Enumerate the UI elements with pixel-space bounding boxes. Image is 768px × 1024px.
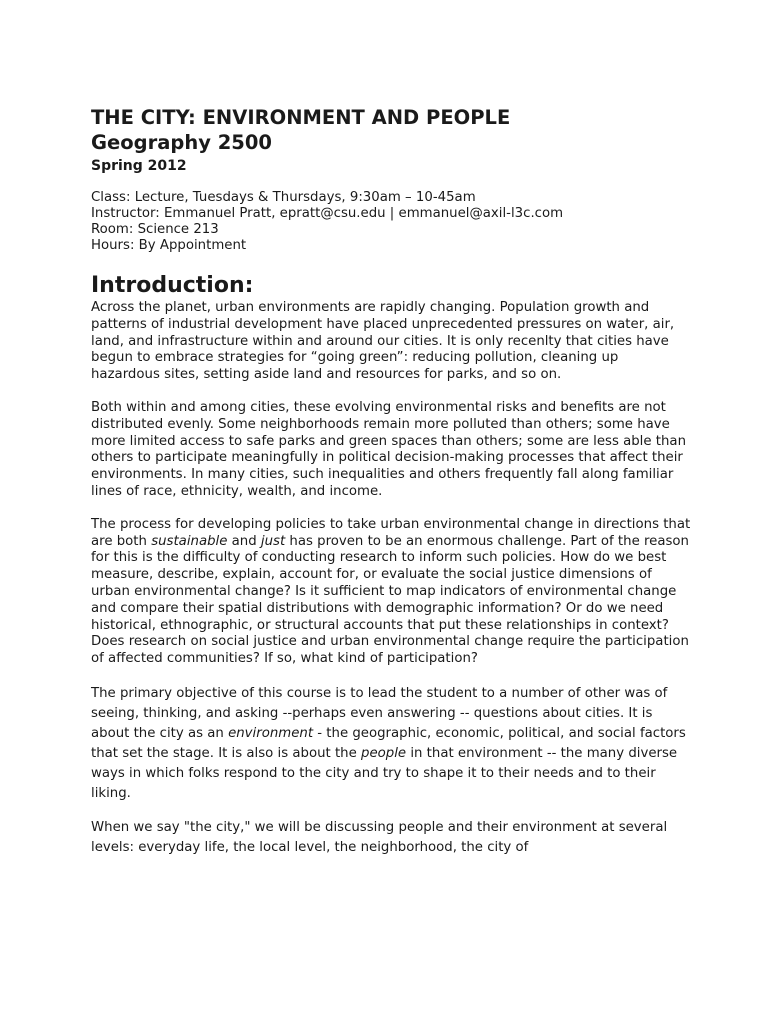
text-run: and	[227, 533, 261, 549]
syllabus-page	[91, 106, 691, 872]
intro-paragraph-1: Across the planet, urban environments are rapidly changing. Population growth and patterns of industrial development have placed unprecedented pressures on water, air, land, and infrastructure within and around our cities. It is only recenlty that cities have begun to embrace strategies for “going green”: reducing pollution, cleaning up hazardous sites, setting aside land and resources for parks, and so on.	[91, 300, 675, 383]
intro-paragraph-2: Both within and among cities, these evolving environmental risks and benefits are not distributed evenly. Some neighborhoods remain more polluted than others; some have more limited access to safe parks and green spaces than others; some are less able than others to participate meaningfully in political decision-making processes that affect their environments. In many cities, such inequalities and others frequently fall along familiar lines of race, ethnicity, wealth, and income.	[91, 399, 687, 499]
room: Room: Science 213	[91, 222, 219, 237]
document-title: THE CITY: ENVIRONMENT AND PEOPLE	[91, 106, 511, 129]
emphasis-sustainable: sustainable	[151, 533, 228, 549]
intro-paragraph-3	[91, 517, 691, 668]
emphasis-just: just	[260, 533, 286, 549]
text-run: has proven to be an enormous challenge. Part of the reason for this is the difficulty of conducting research to inform such policies. How do we best measure, describe, explain, account for, or evaluate the social justice dimensions of urban environmental change? Is it sufficient to map indicators of environmental change and compare their spatial distributions with demographic information? Or do we need historical, ethnographic, or structural accounts that put these relationships in context? Does research on social justice and urban environmental change require the participation of affected communities? If so, what kind of participation?	[91, 533, 689, 667]
instructor-contact: Instructor: Emmanuel Pratt, epratt@csu.edu | emmanuel@axil-l3c.com	[91, 206, 564, 221]
office-hours: Hours: By Appointment	[91, 238, 247, 253]
intro-paragraph-5: When we say "the city," we will be discussing people and their environment at several levels: everyday life, the local level, the neighborhood, the city of	[91, 819, 668, 855]
emphasis-people: people	[361, 745, 407, 761]
text-run: The primary objective of this course is to lead the student to a number of other was of seeing, thinking, and asking --perhaps even answering -- questions about cities. It is about the city as an	[91, 685, 668, 741]
course-info	[91, 190, 691, 254]
introduction-heading: Introduction:	[91, 273, 254, 298]
intro-paragraph-4	[91, 684, 691, 804]
emphasis-environment: environment	[228, 725, 314, 741]
text-run: The process for developing policies to take urban environmental change in directions that are both	[91, 516, 691, 549]
course-term: Spring 2012	[91, 158, 187, 174]
text-run: - the geographic, economic, political, and social factors that set the stage. It is also is about the	[91, 725, 686, 761]
course-name: Geography 2500	[91, 131, 272, 154]
text-run: in that environment -- the many diverse ways in which folks respond to the city and try to shape it to their needs and to their liking.	[91, 745, 678, 801]
class-schedule: Class: Lecture, Tuesdays & Thursdays, 9:30am – 10-45am	[91, 190, 476, 205]
